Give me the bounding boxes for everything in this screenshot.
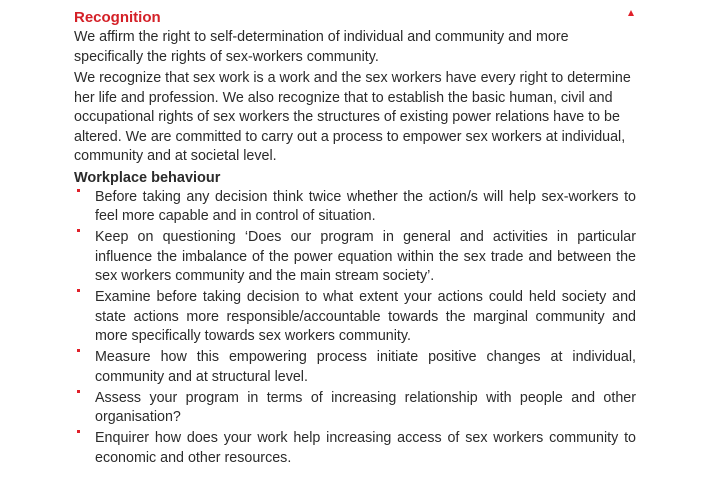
bullet-icon: [77, 189, 80, 192]
list-item: [74, 188, 636, 227]
list-item-text: Measure how this empowering process initiate positive changes at individual, community and at structural level.: [95, 349, 636, 385]
bullet-icon: [77, 349, 80, 352]
list-item-text: Enquirer how does your work help increasing access of sex workers community to economic and other resources.: [95, 430, 636, 466]
bullet-icon: [77, 229, 80, 232]
list-item: [74, 389, 636, 428]
bullet-icon: [77, 390, 80, 393]
list-item-text: Before taking any decision think twice whether the action/s will help sex-workers to feel more capable and in control of situation.: [95, 188, 636, 224]
bullet-icon: [77, 430, 80, 433]
workplace-list: [74, 188, 636, 469]
list-item-text: Assess your program in terms of increasing relationship with people and other organisation?: [95, 389, 636, 425]
section-title: Recognition: [74, 9, 161, 26]
list-item: [74, 228, 636, 287]
paragraph-affirm: We affirm the right to self-determination of individual and community and more specifically the rights of sex-workers community.: [74, 29, 569, 65]
paragraph-recognize: We recognize that sex work is a work and the sex workers have every right to determine her life and profession. We also recognize that to establish the basic human, civil and occupational rights of sex workers the structures of existing power relations have to be altered. We are committed to carry out a process to empower sex workers at individual, community and at societal level.: [74, 70, 631, 164]
workplace-heading: Workplace behaviour: [74, 169, 221, 186]
list-item: [74, 288, 636, 347]
list-item: [74, 348, 636, 387]
list-item-text: Examine before taking decision to what extent your actions could held society and state actions more responsible/accountable towards the marginal community and more specifically towards sex workers community.: [95, 289, 636, 344]
document-page: [74, 8, 636, 470]
bullet-icon: [77, 289, 80, 292]
list-item-text: Keep on questioning ‘Does our program in general and activities in particular influence the imbalance of the power equation within the sex trade and between the sex workers community and the main stream society’.: [95, 229, 636, 284]
list-item: [74, 429, 636, 468]
